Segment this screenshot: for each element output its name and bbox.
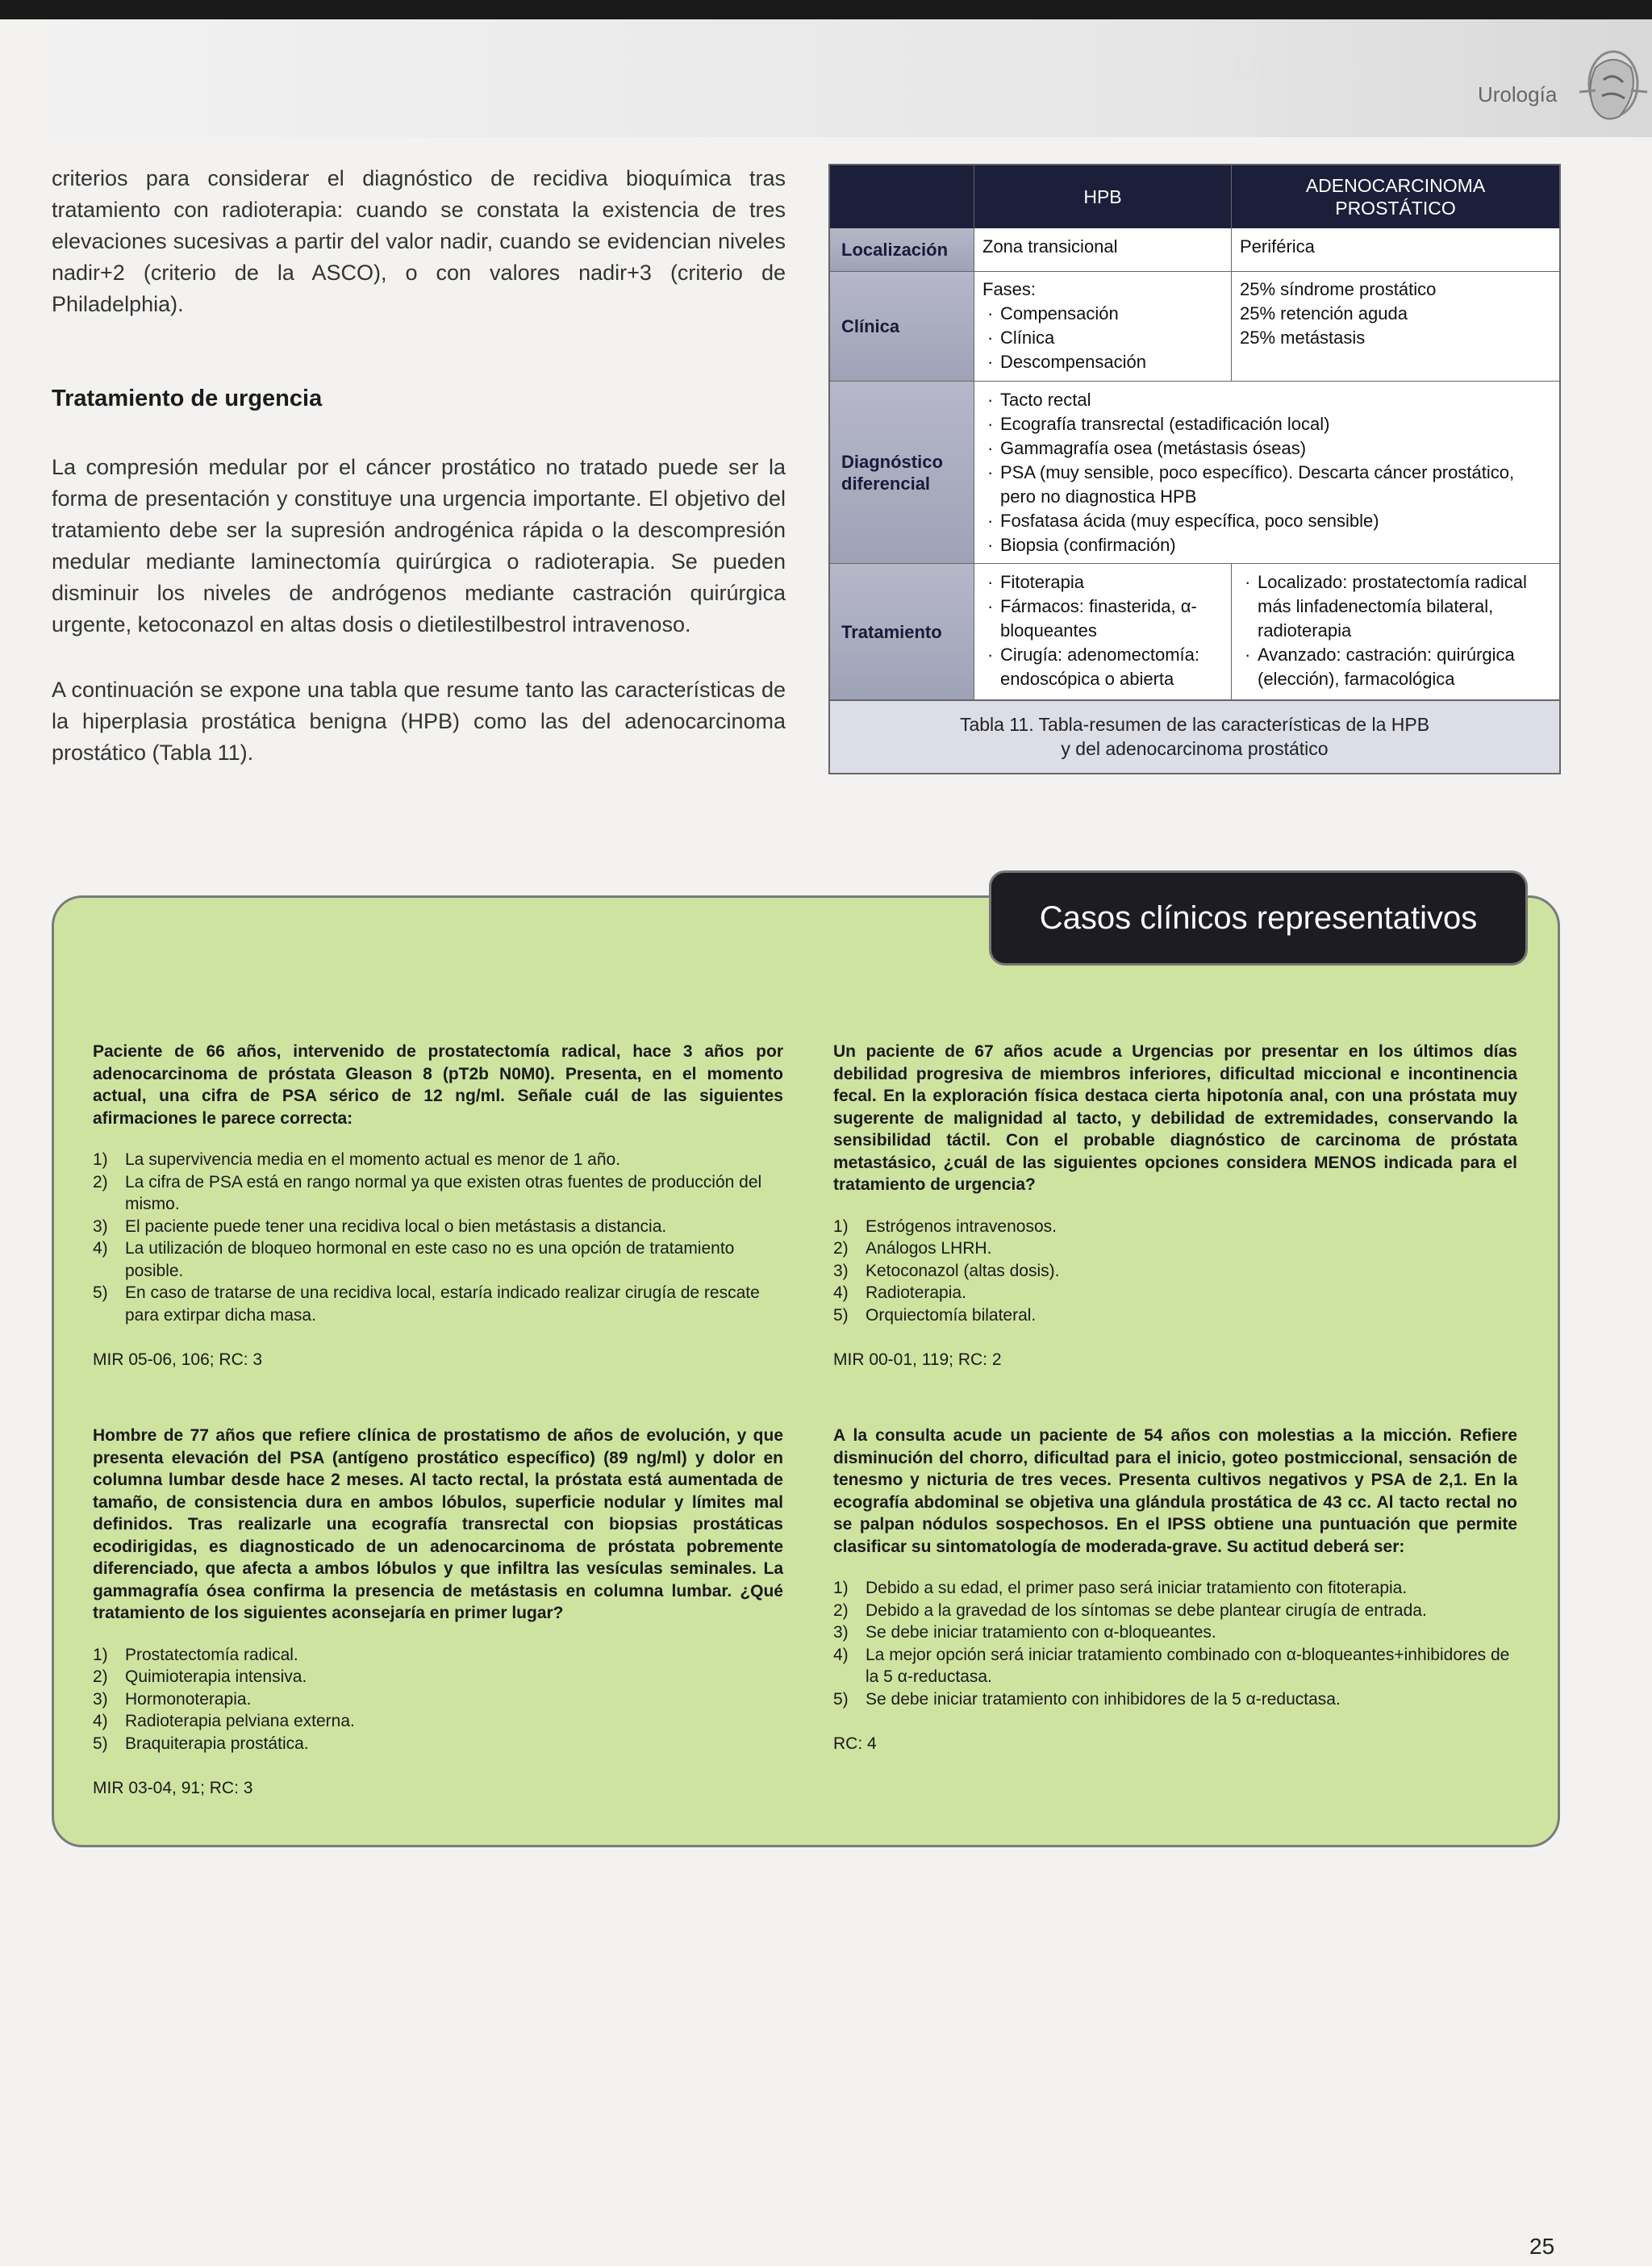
- case-option: [93, 1644, 783, 1667]
- option-text: El paciente puede tener una recidiva local o bien metástasis a distancia.: [125, 1216, 667, 1236]
- case-reference: MIR 03-04, 91; RC: 3: [93, 1779, 253, 1797]
- tratamiento-adeno-item: · Avanzado: castración: quirúrgica (elección), farmacológica: [1240, 643, 1551, 691]
- diagnostico-item: · Biopsia (confirmación): [982, 533, 1551, 557]
- table-grid-line: [830, 563, 1559, 564]
- cell-localizacion-adeno: Periférica: [1240, 236, 1315, 257]
- table-caption-line-1: Tabla 11. Tabla-resumen de las características de la HPB: [959, 714, 1430, 735]
- clinical-case-2: [833, 1041, 1517, 1371]
- clinica-fases-title: Fases:: [982, 279, 1037, 299]
- cell-localizacion-hpb: Zona transicional: [982, 236, 1118, 257]
- summary-table: [828, 164, 1561, 774]
- anatomy-emblem-icon: [1571, 35, 1649, 140]
- intro-paragraph-3: A continuación se expone una tabla que resume tanto las características de la hiperplasia prostática benigna (HPB) como las del adenocarcinoma prostático (Tabla 11).: [52, 678, 786, 765]
- case-option: [833, 1688, 1517, 1711]
- top-dark-bar: [0, 0, 1652, 19]
- tratamiento-hpb-item: · Fitoterapia: [982, 570, 1223, 595]
- clinical-cases-title: Casos clínicos representativos: [989, 870, 1528, 966]
- case-option: [93, 1237, 783, 1282]
- option-text: En caso de tratarse de una recidiva local, estaría indicado realizar cirugía de rescate para extirpar dicha masa.: [125, 1283, 760, 1325]
- option-number: 4): [93, 1239, 108, 1258]
- option-text: Análogos LHRH.: [866, 1239, 992, 1258]
- option-number: 5): [93, 1734, 108, 1753]
- table-grid-line: [830, 271, 1559, 272]
- row-label-localizacion: Localización: [830, 228, 974, 271]
- tratamiento-hpb-item: · Cirugía: adenomectomía: endoscópica o abierta: [982, 643, 1223, 691]
- page-header-band: [48, 19, 1652, 137]
- case-option: [93, 1282, 783, 1326]
- clinical-case-1: [93, 1041, 783, 1371]
- cell-clinica-adeno: [1232, 274, 1559, 353]
- option-number: 5): [833, 1689, 849, 1709]
- option-number: 1): [833, 1579, 849, 1597]
- diagnostico-item: · PSA (muy sensible, poco específico). Descarta cáncer prostático, pero no diagnostica HPB: [982, 461, 1551, 509]
- case-option: [833, 1644, 1517, 1688]
- clinica-hpb-item: · Compensación: [982, 302, 1223, 326]
- option-text: Prostatectomía radical.: [125, 1645, 298, 1664]
- intro-paragraph-1: criterios para considerar el diagnóstico de recidiva bioquímica tras tratamiento con radioterapia: cuando se constata la existencia de tres elevaciones sucesivas a partir del valor nadir, cuando se evidencian niveles nadir+2 (criterio de la ASCO), o con valores nadir+3 (criterio de Philadelphia).: [52, 166, 786, 316]
- cell-tratamiento-adeno: [1232, 567, 1559, 695]
- option-number: 1): [93, 1645, 108, 1664]
- table-grid-line: [1231, 165, 1232, 381]
- table-grid-line: [830, 381, 1559, 382]
- case-question: Hombre de 77 años que refiere clínica de prostatismo de años de evolución, y que presenta elevación del PSA (antígeno prostático específico) (89 ng/ml) y dolor en columna lumbar desde hace 2 meses. Al tacto rectal, la próstata está aumentada de tamaño, de consistencia dura en ambos lóbulos, superficie nodular y límites mal definidos. Tras realizarle una ecografía transrectal con biopsias prostáticas ecodirigidas, es diagnosticado de un adenocarcinoma de próstata pobremente diferenciado, que afecta a ambos lóbulos y que infiltra las vesículas seminales. La gammagrafía ósea confirma la presencia de metástasis en columna lumbar. ¿Qué tratamiento de los siguientes aconsejaría en primer lugar?: [93, 1426, 783, 1622]
- option-number: 2): [833, 1600, 849, 1620]
- case-option: [833, 1577, 1517, 1600]
- table-caption: [830, 701, 1559, 773]
- option-text: Ketoconazol (altas dosis).: [866, 1261, 1060, 1280]
- option-number: 3): [833, 1261, 849, 1280]
- case-option: [833, 1282, 1517, 1304]
- option-text: Hormonoterapia.: [125, 1689, 252, 1709]
- case-question: Paciente de 66 años, intervenido de prostatectomía radical, hace 3 años por adenocarcinoma de próstata Gleason 8 (pT2b N0M0). Presenta, en el momento actual, una cifra de PSA sérico de 12 ng/ml. Señale cuál de las siguientes afirmaciones le parece correcta:: [93, 1042, 783, 1128]
- case-option: [93, 1710, 783, 1733]
- case-option: [93, 1733, 783, 1755]
- case-option: [93, 1149, 783, 1171]
- row-label-clinica: Clínica: [830, 272, 974, 381]
- case-options: [93, 1644, 783, 1755]
- clinica-adeno-item: 25% retención aguda: [1240, 303, 1408, 323]
- option-text: Debido a su edad, el primer paso será iniciar tratamiento con fitoterapia.: [866, 1579, 1408, 1597]
- case-option: [93, 1216, 783, 1238]
- option-number: 1): [93, 1150, 108, 1169]
- option-text: Se debe iniciar tratamiento con α-bloqueantes.: [866, 1623, 1216, 1642]
- case-option: [93, 1688, 783, 1711]
- option-number: 3): [833, 1623, 849, 1642]
- option-text: La utilización de bloqueo hormonal en este caso no es una opción de tratamiento posible.: [125, 1239, 735, 1280]
- option-number: 3): [93, 1689, 108, 1709]
- diagnostico-item: · Gammagrafía osea (metástasis óseas): [982, 436, 1551, 461]
- option-number: 2): [833, 1239, 849, 1258]
- case-reference: MIR 05-06, 106; RC: 3: [93, 1350, 263, 1369]
- option-number: 5): [833, 1305, 849, 1325]
- option-text: Estrógenos intravenosos.: [866, 1216, 1057, 1236]
- clinica-hpb-item: · Clínica: [982, 326, 1223, 350]
- clinical-case-4: [833, 1425, 1517, 1755]
- case-option: [833, 1237, 1517, 1260]
- clinica-hpb-item: · Descompensación: [982, 350, 1223, 374]
- option-number: 4): [93, 1712, 108, 1730]
- diagnostico-item: · Tacto rectal: [982, 388, 1551, 412]
- case-option: [833, 1260, 1517, 1283]
- page-number: 25: [1529, 2234, 1555, 2259]
- table-header-corner: [830, 165, 974, 228]
- option-text: La supervivencia media en el momento actual es menor de 1 año.: [125, 1150, 621, 1169]
- table-grid-line: [1231, 564, 1232, 699]
- tratamiento-adeno-item: · Localizado: prostatectomía radical más linfadenectomía bilateral, radioterapia: [1240, 570, 1551, 643]
- cell-tratamiento-hpb: [974, 567, 1231, 695]
- option-number: 5): [93, 1283, 108, 1302]
- option-number: 2): [93, 1172, 108, 1191]
- option-text: Braquiterapia prostática.: [125, 1734, 309, 1753]
- option-text: Orquiectomía bilateral.: [866, 1305, 1037, 1325]
- case-option: [833, 1216, 1517, 1238]
- case-options: [93, 1149, 783, 1326]
- case-reference: MIR 00-01, 119; RC: 2: [833, 1350, 1002, 1369]
- case-options: [833, 1577, 1517, 1710]
- option-text: La mejor opción será iniciar tratamiento combinado con α-bloqueantes+inhibidores de la 5 α-reductasa.: [866, 1645, 1510, 1686]
- diagnostico-item: · Fosfatasa ácida (muy específica, poco sensible): [982, 509, 1551, 533]
- intro-paragraph-2: La compresión medular por el cáncer prostático no tratado puede ser la forma de presentación y constituye una urgencia importante. El objetivo del tratamiento debe ser la supresión androgénica rápida o la descompresión medular mediante laminectomía quirúrgica o radioterapia. Se pueden disminuir los niveles de andrógenos mediante castración quirúrgica urgente, ketoconazol en altas dosis o dietilestilbestrol intravenoso.: [52, 455, 786, 636]
- option-number: 3): [93, 1216, 108, 1236]
- row-label-diagnostico: Diagnóstico diferencial: [830, 382, 974, 563]
- table-header-hpb: HPB: [974, 165, 1231, 228]
- clinica-adeno-item: 25% metástasis: [1240, 328, 1366, 348]
- option-text: Radioterapia pelviana externa.: [125, 1712, 355, 1730]
- option-number: 2): [93, 1667, 108, 1686]
- cell-clinica-hpb: [974, 274, 1231, 378]
- section-label: Urología: [1478, 82, 1558, 106]
- section-heading-urgencia: Tratamiento de urgencia: [52, 386, 323, 411]
- table-header-adenocarcinoma: ADENOCARCINOMA PROSTÁTICO: [1232, 165, 1559, 228]
- option-number: 4): [833, 1645, 849, 1664]
- tratamiento-hpb-item: · Fármacos: finasterida, α-bloqueantes: [982, 595, 1223, 643]
- option-number: 1): [833, 1216, 849, 1236]
- row-label-tratamiento: Tratamiento: [830, 564, 974, 699]
- option-text: Se debe iniciar tratamiento con inhibidores de la 5 α-reductasa.: [866, 1689, 1341, 1709]
- option-text: Radioterapia.: [866, 1283, 966, 1302]
- cell-diagnostico: [974, 385, 1559, 561]
- case-option: [833, 1621, 1517, 1644]
- case-option: [93, 1666, 783, 1688]
- clinica-adeno-item: 25% síndrome prostático: [1240, 279, 1437, 299]
- ghost-header-text: Urología: [1234, 50, 1363, 86]
- clinical-case-3: [93, 1425, 783, 1800]
- case-options: [833, 1216, 1517, 1327]
- case-option: [833, 1600, 1517, 1622]
- case-reference: RC: 4: [833, 1734, 877, 1753]
- case-option: [93, 1171, 783, 1216]
- option-text: Quimioterapia intensiva.: [125, 1667, 307, 1686]
- option-text: Debido a la gravedad de los síntomas se debe plantear cirugía de entrada.: [866, 1600, 1427, 1620]
- diagnostico-item: · Ecografía transrectal (estadificación local): [982, 412, 1551, 436]
- option-number: 4): [833, 1283, 849, 1302]
- option-text: La cifra de PSA está en rango normal ya que existen otras fuentes de producción del mismo.: [125, 1172, 762, 1213]
- case-question: Un paciente de 67 años acude a Urgencias por presentar en los últimos días debilidad progresiva de miembros inferiores, dificultad miccional e incontinencia fecal. En la exploración física destaca cierta hipotonía anal, con una próstata muy sugerente de malignidad al tacto, y debilidad de extremidades, conservando la sensibilidad táctil. Con el probable diagnóstico de carcinoma de próstata metastásico, ¿cuál de las siguientes opciones considera MENOS indicada para el tratamiento de urgencia?: [833, 1042, 1517, 1194]
- case-question: A la consulta acude un paciente de 54 años con molestias a la micción. Refiere disminución del chorro, dificultad para el inicio, goteo postmiccional, sensación de tenesmo y nicturia de tres veces. Presenta cultivos negativos y PSA de 2,1. En la ecografía abdominal se objetiva una glándula prostática de 43 cc. Al tacto rectal no se palpan nódulos sospechosos. En el IPSS obtiene una puntuación que permite clasificar su sintomatología de moderada-grave. Su actitud deberá ser:: [833, 1426, 1517, 1556]
- case-option: [833, 1304, 1517, 1327]
- table-caption-line-2: y del adenocarcinoma prostático: [1061, 738, 1329, 759]
